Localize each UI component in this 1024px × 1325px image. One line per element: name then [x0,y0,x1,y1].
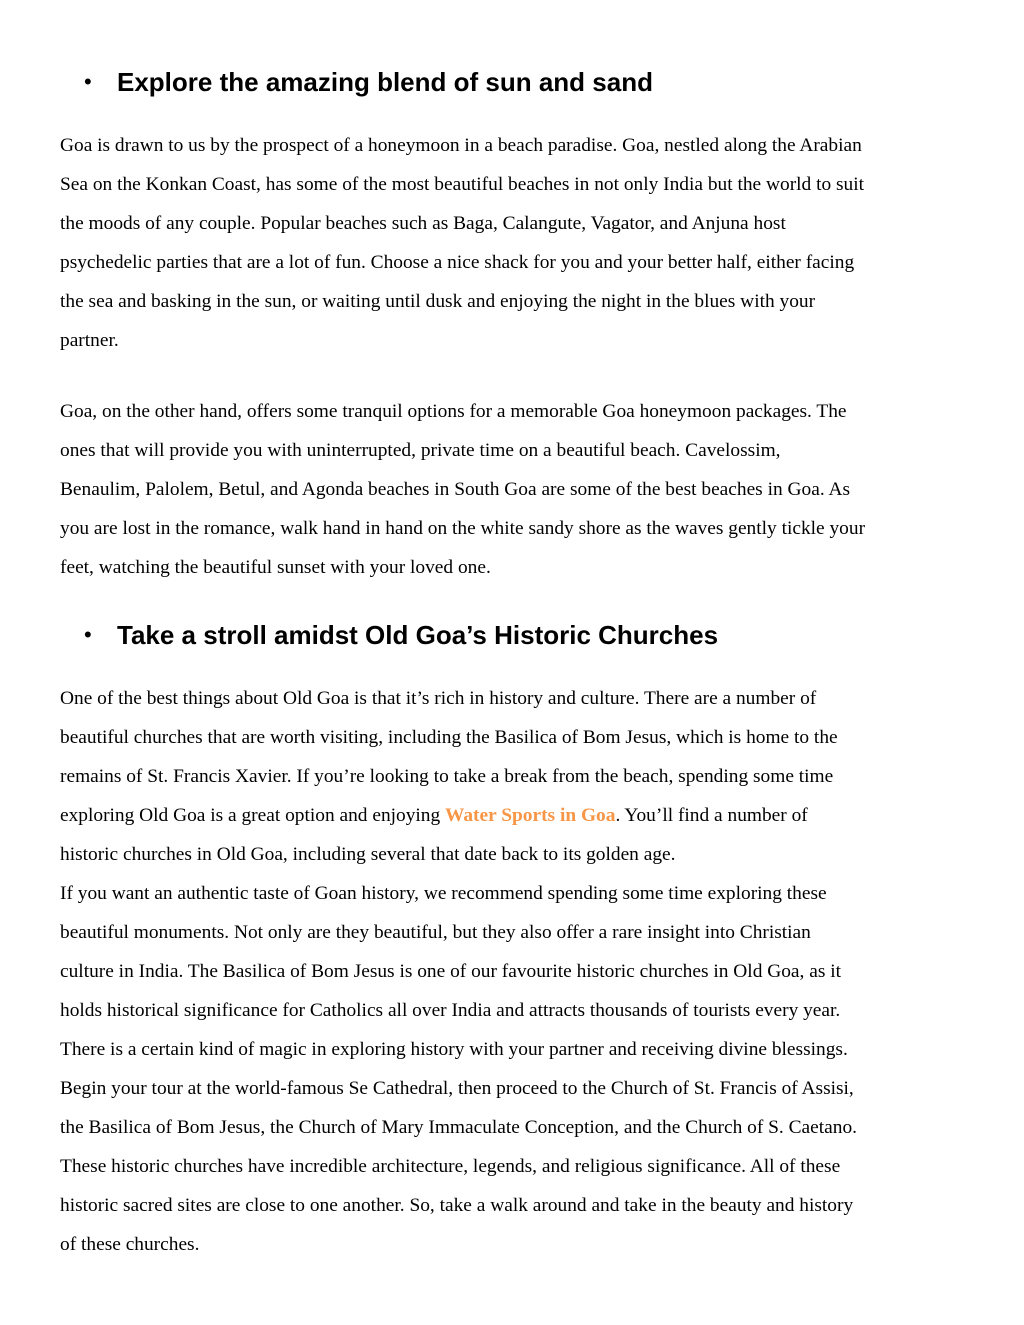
paragraph-line: beautiful churches that are worth visiting, including the Basilica of Bom Jesus, which is home to the [60,727,838,748]
paragraph-line: culture in India. The Basilica of Bom Jesus is one of our favourite historic churches in Old Goa, as it [60,961,842,982]
paragraph-line: the moods of any couple. Popular beaches such as Baga, Calangute, Vagator, and Anjuna host [60,213,786,234]
paragraph-line: Benaulim, Palolem, Betul, and Agonda beaches in South Goa are some of the best beaches in Goa. As [60,479,850,500]
paragraph-line: Sea on the Konkan Coast, has some of the most beautiful beaches in not only India but the world to suit [60,174,865,195]
section-heading-old-goa-churches [0,615,1024,655]
paragraph-line: of these churches. [60,1234,200,1255]
paragraph-line: holds historical significance for Catholics all over India and attracts thousands of tourists every year. [60,1000,841,1021]
paragraph-line: partner. [60,330,119,351]
text-after-link: . You’ll find a number of [615,805,808,826]
heading-text: Take a stroll amidst Old Goa’s Historic Churches [117,620,719,650]
paragraph-tranquil-options [60,392,970,587]
paragraph-line: feet, watching the beautiful sunset with your loved one. [60,557,491,578]
bullet-icon: • [84,622,92,647]
paragraph-line: ones that will provide you with uninterrupted, private time on a beautiful beach. Cavelossim, [60,440,781,461]
paragraph-line: Begin your tour at the world-famous Se Cathedral, then proceed to the Church of St. Francis of Assisi, [60,1078,854,1099]
heading-text: Explore the amazing blend of sun and sand [117,67,653,97]
paragraph-line: historic sacred sites are close to one another. So, take a walk around and take in the beauty and history [60,1195,854,1216]
paragraph-line: One of the best things about Old Goa is that it’s rich in history and culture. There are a number of [60,688,817,709]
paragraph-old-goa-history [60,679,970,874]
paragraph-line: These historic churches have incredible architecture, legends, and religious significance. All of these [60,1156,841,1177]
text-before-link: exploring Old Goa is a great option and enjoying [60,805,446,826]
paragraph-line: the Basilica of Bom Jesus, the Church of Mary Immaculate Conception, and the Church of S. Caetano. [60,1117,857,1138]
paragraph-line: Goa, on the other hand, offers some tranquil options for a memorable Goa honeymoon packages. The [60,401,847,422]
paragraph-line [60,796,970,835]
paragraph-line: you are lost in the romance, walk hand in hand on the white sandy shore as the waves gently tickle your [60,518,866,539]
paragraph-line: the sea and basking in the sun, or waiting until dusk and enjoying the night in the blues with your [60,291,816,312]
paragraph-beach-paradise [60,126,970,360]
paragraph-line: psychedelic parties that are a lot of fun. Choose a nice shack for you and your better half, either facing [60,252,855,273]
paragraph-line: There is a certain kind of magic in exploring history with your partner and receiving divine blessings. [60,1039,848,1060]
section-heading-sun-and-sand [0,62,1024,102]
paragraph-line: beautiful monuments. Not only are they beautiful, but they also offer a rare insight into Christian [60,922,811,943]
bullet-icon: • [84,69,92,94]
paragraph-line: If you want an authentic taste of Goan history, we recommend spending some time exploring these [60,883,827,904]
paragraph-line: Goa is drawn to us by the prospect of a honeymoon in a beach paradise. Goa, nestled along the Arabian [60,135,862,156]
paragraph-line: remains of St. Francis Xavier. If you’re looking to take a break from the beach, spending some time [60,766,834,787]
paragraph-line: historic churches in Old Goa, including several that date back to its golden age. [60,844,676,865]
water-sports-link[interactable]: Water Sports in Goa [445,805,616,826]
paragraph-goan-history [60,874,970,1264]
